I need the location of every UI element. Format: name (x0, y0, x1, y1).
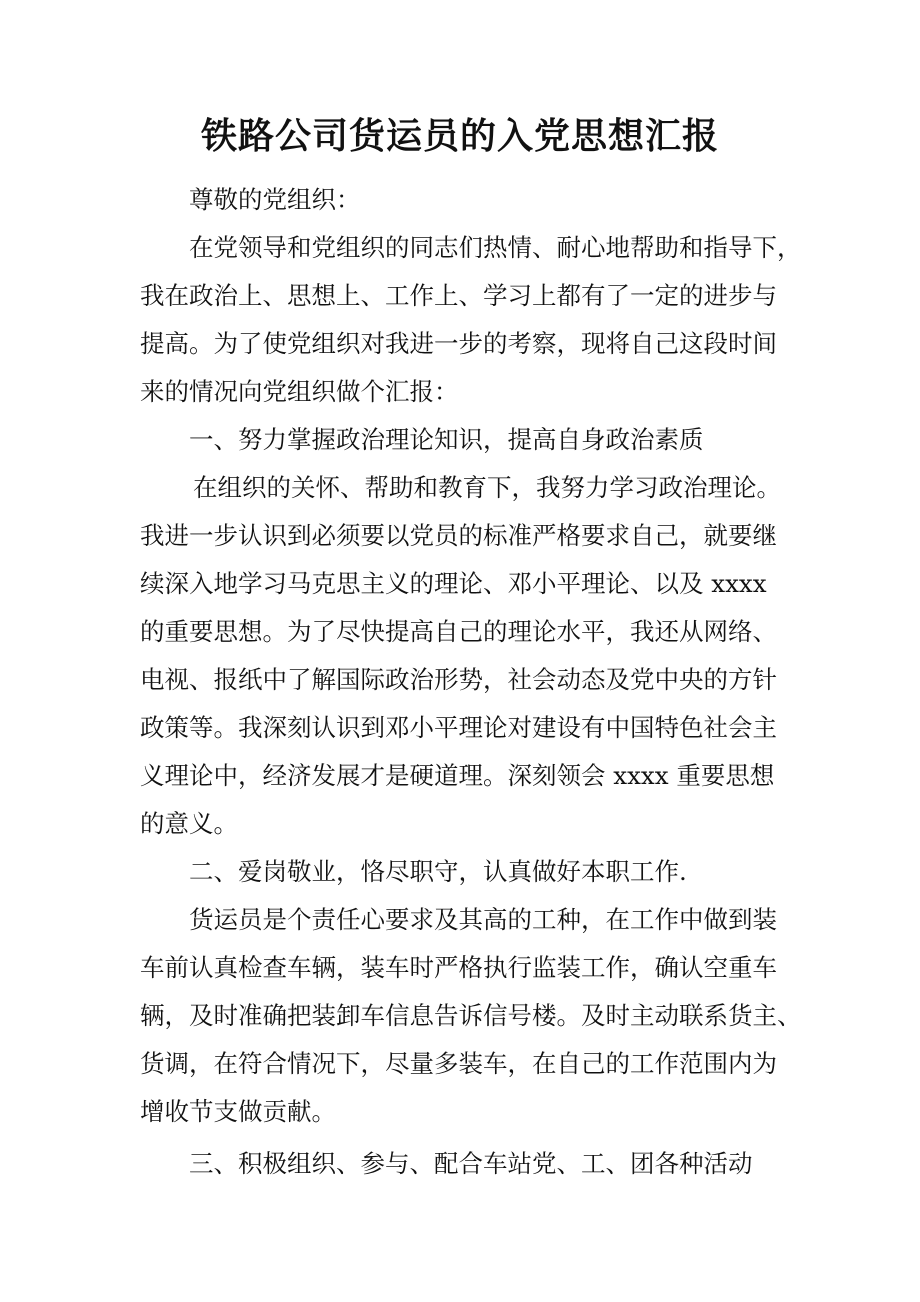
section-heading-3: 三、积极组织、参与、配合车站党、工、团各种活动 (189, 1149, 753, 1178)
paragraph-line: 电视、报纸中了解国际政治形势，社会动态及党中央的方针 (140, 665, 777, 694)
section-heading-2: 二、爱岗敬业，恪尽职守，认真做好本职工作. (189, 857, 687, 886)
paragraph-line: 政策等。我深刻认识到邓小平理论对建设有中国特色社会主 (140, 713, 777, 742)
paragraph-line: 提高。为了使党组织对我进一步的考察，现将自己这段时间 (140, 329, 777, 358)
paragraph-line: 的重要思想。为了尽快提高自己的理论水平，我还从网络、 (140, 617, 777, 646)
paragraph-line: 辆，及时准确把装卸车信息告诉信号楼。及时主动联系货主、 (140, 1001, 802, 1030)
paragraph-line: 续深入地学习马克思主义的理论、邓小平理论、以及 xxxx (140, 569, 767, 598)
paragraph-line: 在党领导和党组织的同志们热情、耐心地帮助和指导下， (189, 233, 802, 262)
paragraph-line: 来的情况向党组织做个汇报： (140, 377, 459, 406)
salutation: 尊敬的党组织： (189, 185, 361, 214)
paragraph-line: 货调，在符合情况下，尽量多装车，在自己的工作范围内为 (140, 1049, 777, 1078)
paragraph-line: 在组织的关怀、帮助和教育下，我努力学习政治理论。 (193, 473, 781, 502)
paragraph-line: 车前认真检查车辆，装车时严格执行监装工作，确认空重车 (140, 953, 777, 982)
paragraph-line: 货运员是个责任心要求及其高的工种，在工作中做到装 (189, 905, 777, 934)
paragraph-line: 我进一步认识到必须要以党员的标准严格要求自己，就要继 (140, 521, 777, 550)
paragraph-line: 的意义。 (140, 809, 238, 838)
document-title: 铁路公司货运员的入党思想汇报 (200, 115, 719, 157)
paragraph-line: 增收节支做贡献。 (140, 1097, 336, 1126)
paragraph-line: 我在政治上、思想上、工作上、学习上都有了一定的进步与 (140, 281, 777, 310)
section-heading-1: 一、努力掌握政治理论知识，提高自身政治素质 (189, 425, 704, 454)
paragraph-line: 义理论中，经济发展才是硬道理。深刻领会 xxxx 重要思想 (140, 761, 775, 790)
